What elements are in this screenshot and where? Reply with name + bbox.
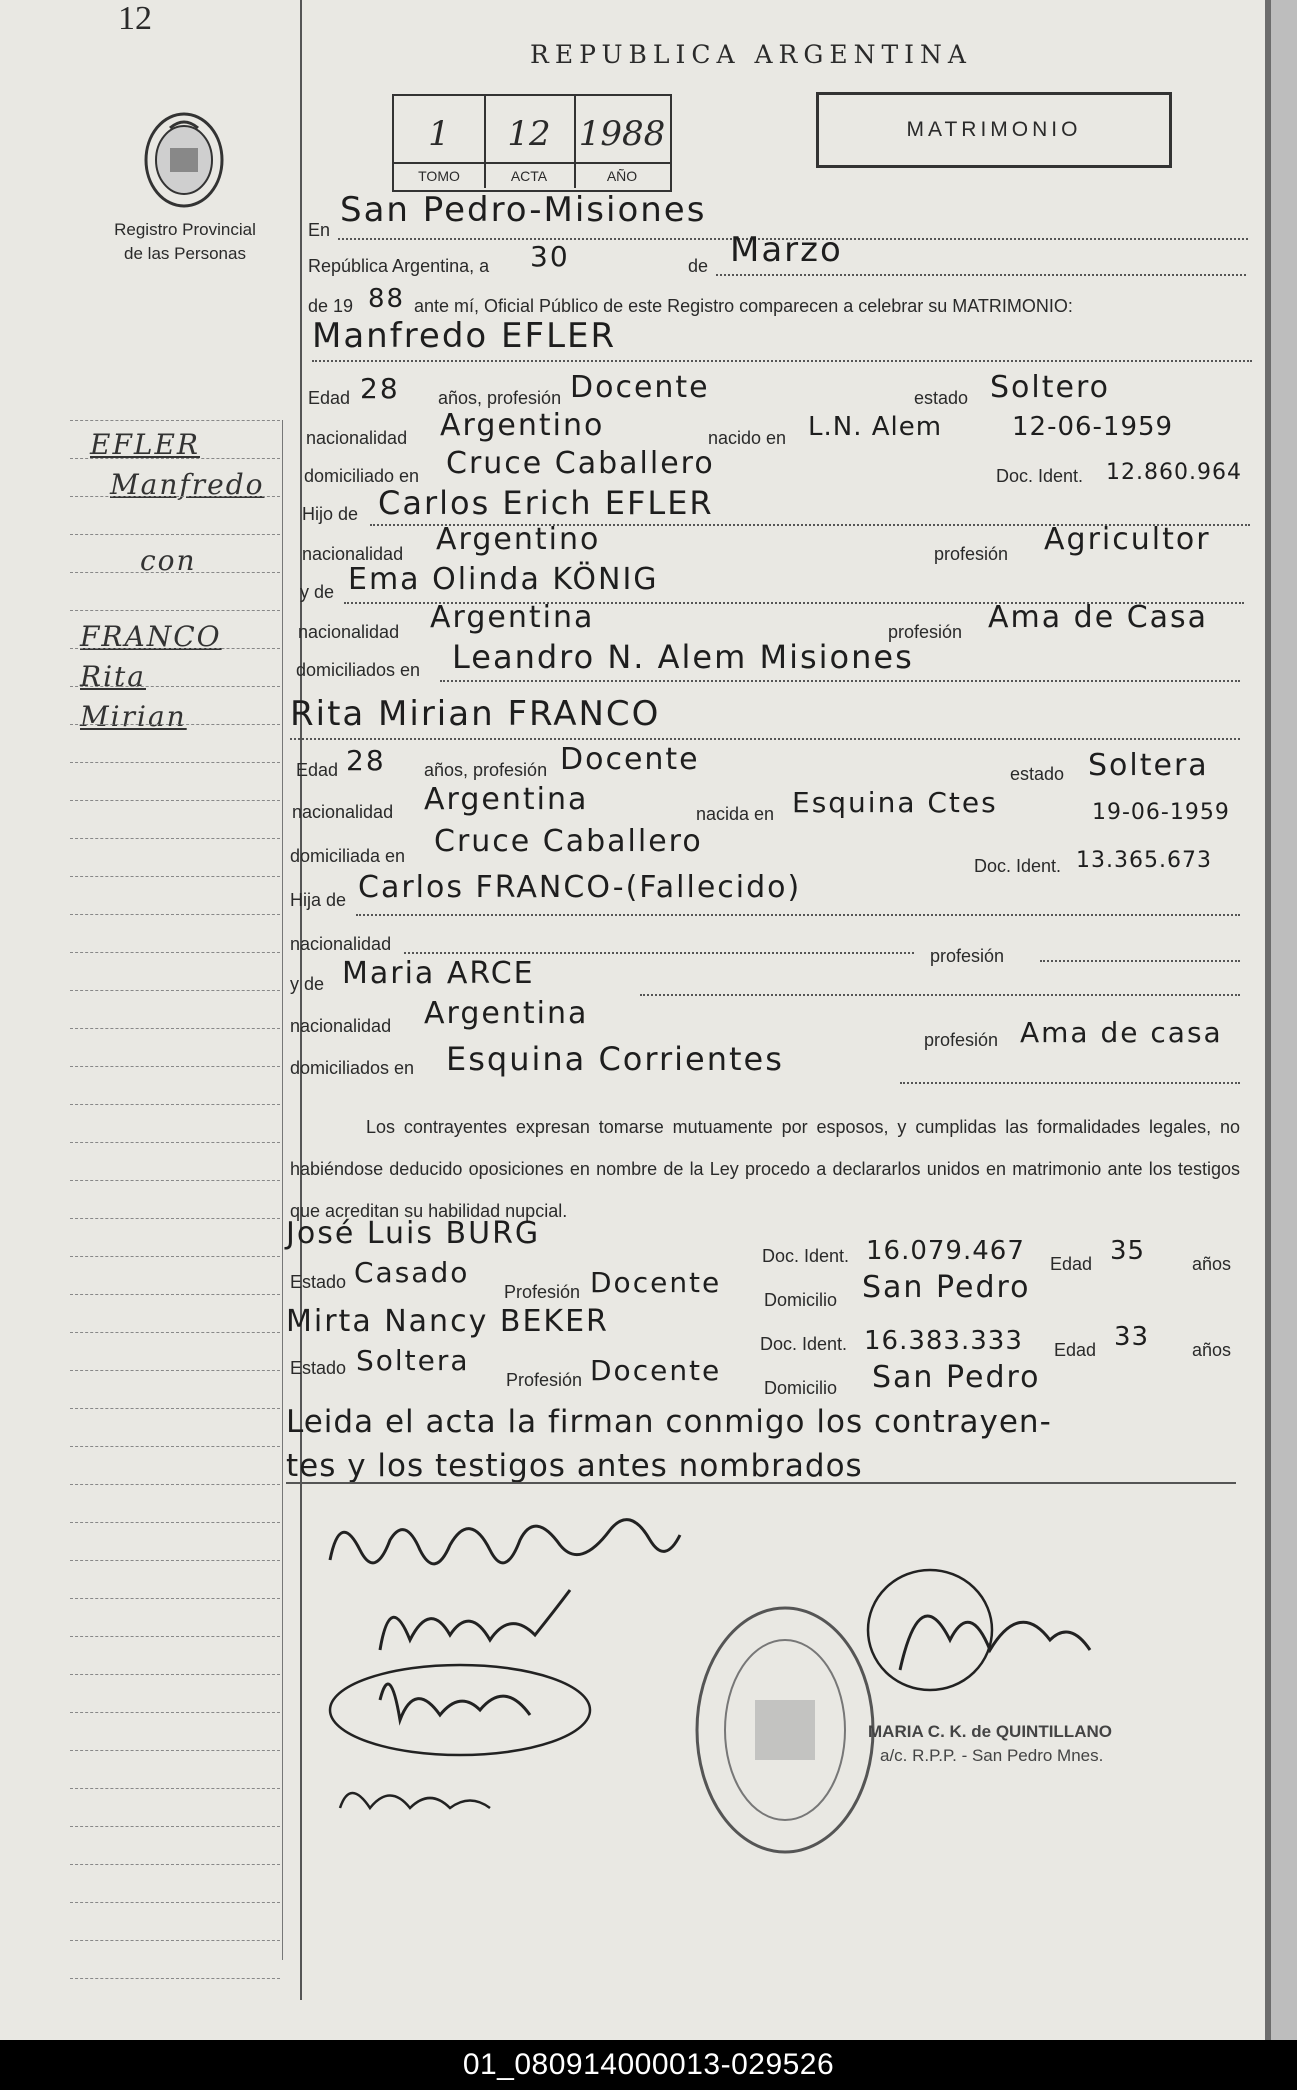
witness1-estado-label: Estado — [290, 1272, 347, 1292]
bride-nacida: Esquina Ctes — [792, 786, 998, 819]
groom-padre-nac: Argentino — [436, 522, 601, 557]
groom-padre: Carlos Erich EFLER — [378, 484, 714, 522]
registry-seal-icon — [690, 1600, 880, 1860]
bride-hija-label: Hija de — [290, 890, 347, 910]
witness2-profesion: Docente — [590, 1354, 722, 1387]
margin-rule — [70, 686, 280, 687]
groom-profesion: Docente — [570, 370, 710, 405]
registry-label — [90, 218, 280, 266]
closing-line — [286, 1482, 1236, 1484]
margin-rule — [70, 1408, 280, 1409]
registry-line1: Registro Provincial — [114, 220, 256, 239]
bride-anos-label: años, profesión — [424, 760, 548, 780]
officer-signature — [860, 1560, 1100, 1710]
witness1-name: José Luis BURG — [286, 1216, 541, 1251]
margin-rule — [70, 1750, 280, 1751]
groom-madre-prof: Ama de Casa — [988, 600, 1209, 635]
groom-doms-label: domiciliados en — [296, 660, 421, 680]
bride-fecha: 19-06-1959 — [1092, 800, 1230, 825]
margin-rule — [70, 1902, 280, 1903]
witness2-signature — [330, 1768, 500, 1828]
en-label: En — [308, 220, 331, 240]
ano-label: AÑO — [574, 162, 670, 188]
margin-rule — [70, 420, 280, 421]
witness1-edad: 35 — [1110, 1236, 1146, 1266]
bride-yde-label: y de — [290, 974, 325, 994]
bride-doms: Esquina Corrientes — [446, 1040, 784, 1078]
margin-rule — [70, 458, 280, 459]
groom-madre-prof-label: profesión — [888, 622, 963, 642]
bride-madre-line — [640, 994, 1240, 996]
bride-madre: Maria ARCE — [342, 956, 535, 991]
bride-madre-prof-label: profesión — [924, 1030, 999, 1050]
groom-edad-label: Edad — [308, 388, 351, 408]
margin-rule — [70, 496, 280, 497]
groom-anos-label: años, profesión — [438, 388, 562, 408]
groom-estado: Soltero — [990, 370, 1110, 405]
bride-padre-nac-label: nacionalidad — [290, 934, 392, 954]
ano-cell — [574, 96, 670, 188]
margin-bride-surname: FRANCO — [80, 620, 222, 653]
groom-nacido-label: nacido en — [708, 428, 787, 448]
closing-line2: tes y los testigos antes nombrados — [286, 1448, 863, 1484]
groom-name-line — [312, 360, 1252, 362]
bride-domicilio: Cruce Caballero — [434, 824, 703, 859]
margin-rule — [70, 1636, 280, 1637]
margin-con: con — [140, 544, 197, 577]
footer-id: 01_080914000013-029526 — [0, 2040, 1297, 2090]
bride-padre-line — [356, 914, 1240, 916]
bride-padre: Carlos FRANCO-(Fallecido) — [358, 870, 802, 905]
margin-rule — [70, 1674, 280, 1675]
de-label: de — [688, 256, 709, 276]
bride-name-line — [290, 738, 1240, 740]
bride-estado-label: estado — [1010, 764, 1065, 784]
header-text: ante mí, Oficial Público de este Registro comparecen a celebrar su MATRIMONIO: — [414, 296, 1073, 316]
witness1-anos-label: años — [1192, 1254, 1232, 1274]
tomo-box — [392, 94, 672, 192]
margin-rule — [70, 1446, 280, 1447]
bride-padre-nac-line — [404, 952, 914, 954]
witness2-estado-label: Estado — [290, 1358, 347, 1378]
groom-doc: 12.860.964 — [1106, 460, 1242, 485]
bride-madre-prof: Ama de casa — [1020, 1016, 1223, 1049]
bride-doms-line — [900, 1082, 1240, 1084]
margin-rule — [70, 800, 280, 801]
tomo-cell — [394, 96, 486, 188]
witness2-domicilio: San Pedro — [872, 1360, 1041, 1395]
margin-rule — [70, 1142, 280, 1143]
groom-madre: Ema Olinda KÖNIG — [348, 562, 659, 597]
de19-label: de 19 — [308, 296, 354, 316]
groom-doms: Leandro N. Alem Misiones — [452, 638, 914, 676]
bride-estado: Soltera — [1088, 748, 1209, 783]
witness1-prof-label: Profesión — [504, 1282, 581, 1302]
acta-value: 12 — [507, 114, 551, 154]
ano-value: 1988 — [578, 114, 666, 154]
margin-rule — [70, 1522, 280, 1523]
margin-rule — [70, 952, 280, 953]
witness1-signature — [320, 1640, 610, 1770]
bride-doc-label: Doc. Ident. — [974, 856, 1062, 876]
margin-rule — [70, 876, 280, 877]
margin-rule — [70, 1104, 280, 1105]
witness2-edad: 33 — [1114, 1322, 1150, 1352]
groom-hijo-label: Hijo de — [302, 504, 359, 524]
margin-surname: EFLER — [90, 428, 200, 461]
witness1-domicilio: San Pedro — [862, 1270, 1031, 1305]
groom-yde-label: y de — [300, 582, 335, 602]
witness1-estado: Casado — [354, 1256, 470, 1289]
margin-rule — [70, 1978, 280, 1979]
witness2-anos-label: años — [1192, 1340, 1232, 1360]
groom-domicilio: Cruce Caballero — [446, 446, 715, 481]
month: Marzo — [730, 230, 843, 270]
bride-name: Rita Mirian FRANCO — [290, 694, 661, 734]
witness1-edad-label: Edad — [1050, 1254, 1093, 1274]
groom-nac-label: nacionalidad — [306, 428, 408, 448]
groom-fecha: 12-06-1959 — [1012, 412, 1174, 442]
groom-edad: 28 — [360, 372, 400, 405]
document-type: MATRIMONIO — [906, 118, 1082, 141]
place: San Pedro-Misiones — [340, 190, 707, 230]
closing-line1: Leida el acta la firman conmigo los contrayen- — [286, 1404, 1052, 1440]
witness2-doc: 16.383.333 — [864, 1326, 1023, 1356]
bride-doms-label: domiciliados en — [290, 1058, 415, 1078]
groom-name: Manfredo EFLER — [312, 316, 617, 356]
day: 30 — [530, 240, 570, 273]
bride-nac-label: nacionalidad — [292, 802, 394, 822]
witness2-prof-label: Profesión — [506, 1370, 583, 1390]
declaration-text: Los contrayentes expresan tomarse mutuamente por esposos, y cumplidas las formalidades legales, no habiéndose deducido oposiciones en nombre de la Ley procedo a declararlos unidos en matrimonio ante los testigos que acreditan su habilidad nupcial. — [290, 1117, 1240, 1221]
officer-stamp-line2: a/c. R.P.P. - San Pedro Mnes. — [880, 1746, 1104, 1765]
margin-rule — [70, 1218, 280, 1219]
witness2-edad-label: Edad — [1054, 1340, 1097, 1360]
bride-madre-nac-label: nacionalidad — [290, 1016, 392, 1036]
country-title: REPUBLICA ARGENTINA — [530, 40, 972, 69]
margin-rule — [70, 1598, 280, 1599]
witness1-dom-label: Domicilio — [764, 1290, 838, 1310]
tomo-value: 1 — [428, 114, 450, 154]
bride-dom-label: domiciliada en — [290, 846, 406, 866]
bride-nacionalidad: Argentina — [424, 782, 589, 817]
margin-rule — [70, 534, 280, 535]
margin-rule — [70, 610, 280, 611]
groom-doc-label: Doc. Ident. — [996, 466, 1084, 486]
column-divider — [300, 0, 302, 2000]
bride-nacida-label: nacida en — [696, 804, 775, 824]
margin-firstname: Manfredo — [110, 468, 265, 501]
groom-dom-label: domiciliado en — [304, 466, 420, 486]
groom-nacionalidad: Argentino — [440, 408, 605, 443]
groom-doms-line — [440, 680, 1240, 682]
groom-nacido: L.N. Alem — [808, 412, 943, 442]
witness1-doc: 16.079.467 — [866, 1236, 1025, 1266]
witness2-dom-label: Domicilio — [764, 1378, 838, 1398]
bride-edad-label: Edad — [296, 760, 339, 780]
groom-madre-nac: Argentina — [430, 600, 595, 635]
bride-profesion: Docente — [560, 742, 700, 777]
inner-divider — [282, 420, 283, 1960]
tomo-label: TOMO — [394, 162, 484, 188]
margin-rule — [70, 648, 280, 649]
margin-rule — [70, 1180, 280, 1181]
margin-rule — [70, 1066, 280, 1067]
page-number: 12 — [118, 0, 152, 37]
coat-of-arms-icon — [140, 108, 228, 212]
margin-rule — [70, 1940, 280, 1941]
bride-edad: 28 — [346, 744, 386, 777]
registry-line2: de las Personas — [124, 244, 246, 263]
acta-label: ACTA — [484, 162, 574, 188]
witness2-doc-label: Doc. Ident. — [760, 1334, 848, 1354]
bride-padre-prof-line — [1040, 960, 1240, 962]
groom-padre-nac-label: nacionalidad — [302, 544, 404, 564]
officer-stamp-line1: MARIA C. K. de QUINTILLANO — [868, 1722, 1112, 1741]
margin-rule — [70, 1028, 280, 1029]
groom-madre-nac-label: nacionalidad — [298, 622, 400, 642]
margin-rule — [70, 1560, 280, 1561]
margin-rule — [70, 838, 280, 839]
groom-estado-label: estado — [914, 388, 969, 408]
groom-padre-prof: Agricultor — [1044, 522, 1211, 557]
bride-madre-nac: Argentina — [424, 996, 589, 1031]
bride-padre-prof-label: profesión — [930, 946, 1005, 966]
year-suffix: 88 — [368, 284, 406, 314]
groom-padre-prof-label: profesión — [934, 544, 1009, 564]
bride-doc: 13.365.673 — [1076, 848, 1212, 873]
witness1-profesion: Docente — [590, 1266, 722, 1299]
margin-rule — [70, 1826, 280, 1827]
margin-rule — [70, 1712, 280, 1713]
margin-rule — [70, 1256, 280, 1257]
witness2-estado: Soltera — [356, 1344, 470, 1377]
margin-bride-name1: Rita — [80, 660, 146, 693]
acta-cell — [484, 96, 576, 188]
margin-column — [0, 0, 300, 2000]
margin-rule — [70, 1484, 280, 1485]
margin-rule — [70, 1332, 280, 1333]
republica-label: República Argentina, a — [308, 256, 490, 276]
margin-rule — [70, 1370, 280, 1371]
witness1-doc-label: Doc. Ident. — [762, 1246, 850, 1266]
margin-rule — [70, 762, 280, 763]
witness2-name: Mirta Nancy BEKER — [286, 1304, 609, 1339]
margin-rule — [70, 914, 280, 915]
margin-rule — [70, 724, 280, 725]
margin-rule — [70, 572, 280, 573]
margin-rule — [70, 1294, 280, 1295]
document-type-box — [816, 92, 1172, 168]
margin-rule — [70, 1788, 280, 1789]
margin-rule — [70, 1864, 280, 1865]
margin-bride-name2: Mirian — [80, 700, 187, 733]
margin-rule — [70, 990, 280, 991]
month-line — [716, 274, 1246, 276]
